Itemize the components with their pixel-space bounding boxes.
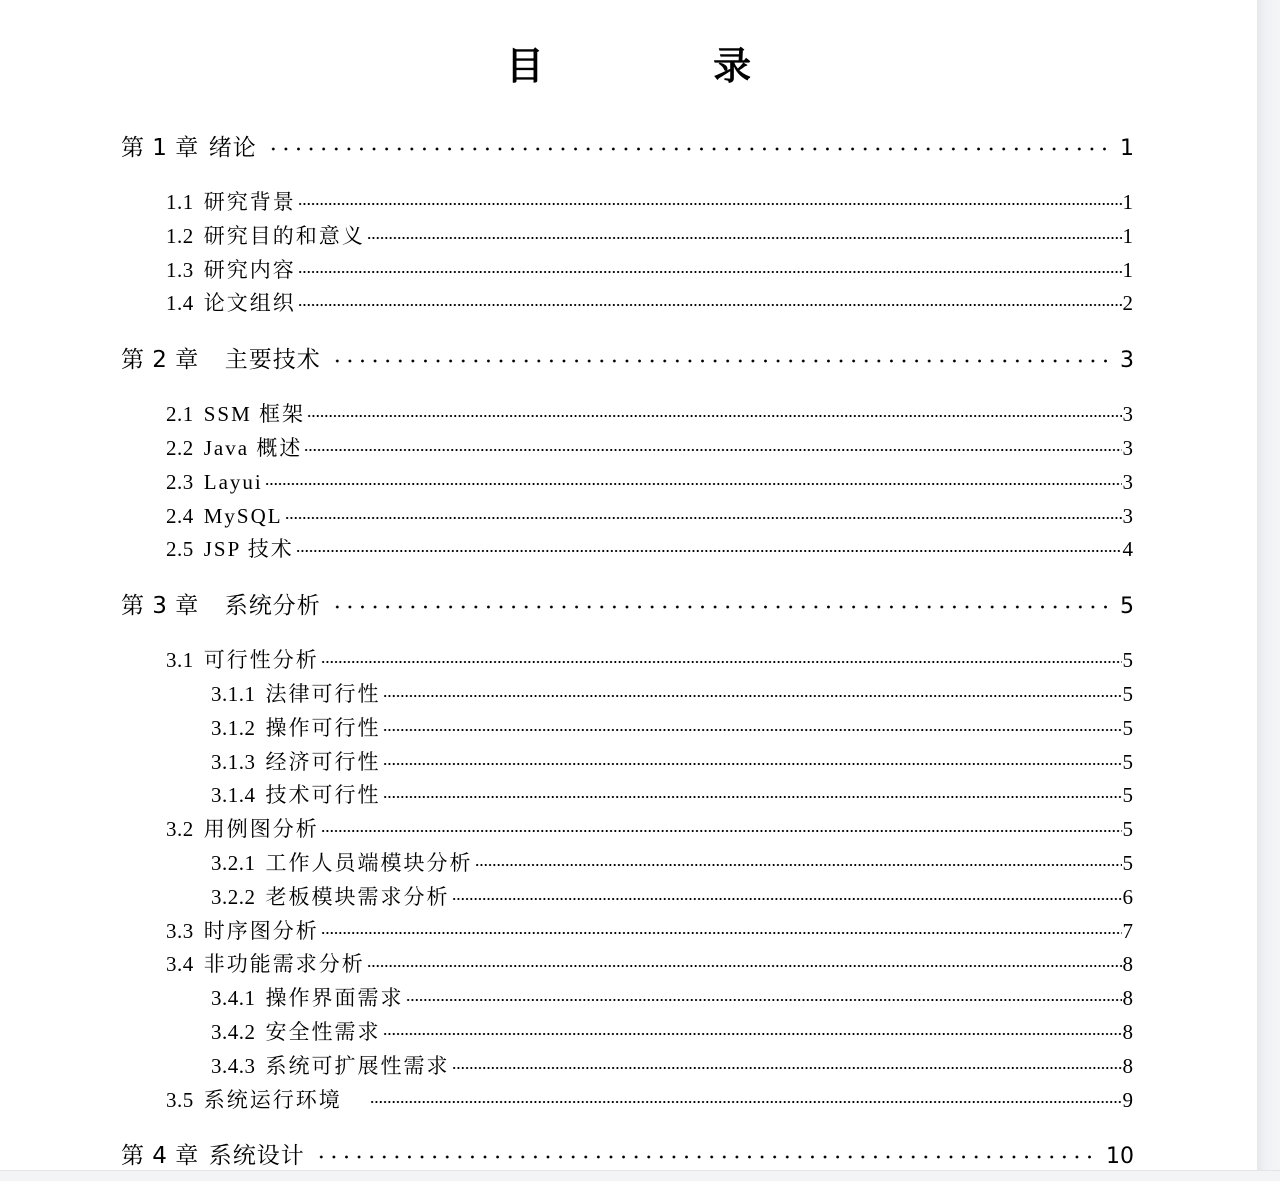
dot-leader bbox=[304, 434, 1121, 455]
toc-entry-page-number: 5 bbox=[1120, 594, 1134, 619]
toc-entry-label bbox=[211, 748, 381, 776]
toc-entry-label bbox=[166, 222, 365, 250]
toc-entry-label bbox=[211, 883, 450, 911]
toc-entry-title: 可行性分析 bbox=[203, 648, 319, 672]
dot-leader bbox=[298, 188, 1122, 209]
toc-entry-title: 系统分析 bbox=[224, 593, 321, 619]
toc-entry-number: 3.4 bbox=[166, 952, 194, 976]
toc-entry-title: 经济可行性 bbox=[265, 750, 381, 774]
toc-section-entry[interactable] bbox=[166, 222, 1133, 250]
toc-entry-number: 3.2.2 bbox=[211, 885, 256, 909]
toc-entry-page-number: 4 bbox=[1122, 537, 1133, 561]
toc-entry-number: 2.3 bbox=[166, 470, 194, 494]
toc-entry-page-number: 7 bbox=[1122, 919, 1133, 943]
dot-leader bbox=[452, 1052, 1122, 1073]
toc-entry-label bbox=[166, 646, 319, 674]
toc-entry-title: 系统运行环境 bbox=[203, 1088, 342, 1112]
toc-subsection-entry[interactable] bbox=[211, 781, 1133, 809]
toc-entry-number: 3.3 bbox=[166, 919, 194, 943]
toc-section-entry[interactable] bbox=[166, 950, 1133, 978]
toc-section-entry[interactable] bbox=[166, 188, 1133, 216]
toc-subsection-entry[interactable] bbox=[211, 984, 1133, 1012]
toc-entry-label bbox=[166, 502, 283, 530]
toc-entry-page-number: 3 bbox=[1122, 436, 1133, 460]
toc-section-entry[interactable] bbox=[166, 535, 1133, 563]
toc-entry-page-number: 9 bbox=[1122, 1088, 1133, 1112]
toc-entry-page-number: 5 bbox=[1122, 783, 1133, 807]
toc-entry-label bbox=[211, 680, 381, 708]
toc-section-entry[interactable] bbox=[166, 434, 1133, 462]
dot-leader bbox=[313, 1140, 1100, 1163]
toc-entry-number: 3.4.2 bbox=[211, 1020, 256, 1044]
toc-entry-number: 3.1.2 bbox=[211, 716, 256, 740]
toc-subsection-entry[interactable] bbox=[211, 1052, 1133, 1080]
toc-entry-page-number: 6 bbox=[1122, 885, 1133, 909]
toc-chapter-entry[interactable] bbox=[121, 1140, 1134, 1170]
toc-section-entry[interactable] bbox=[166, 468, 1133, 496]
toc-entry-title: 法律可行性 bbox=[265, 682, 381, 706]
toc-entry-number: 3.5 bbox=[166, 1088, 194, 1112]
toc-entry-label bbox=[166, 400, 305, 428]
toc-entry-title: 老板模块需求分析 bbox=[265, 885, 450, 909]
dot-leader bbox=[265, 132, 1114, 155]
toc-section-entry[interactable] bbox=[166, 400, 1133, 428]
toc-entry-title: 用例图分析 bbox=[203, 817, 319, 841]
toc-entry-label bbox=[166, 1086, 342, 1114]
toc-entry-title: JSP 技术 bbox=[203, 537, 294, 561]
horizontal-scrollbar[interactable] bbox=[0, 1170, 1280, 1181]
toc-entry-page-number: 3 bbox=[1122, 504, 1133, 528]
toc-entry-number: 2.1 bbox=[166, 402, 194, 426]
dot-leader bbox=[367, 222, 1122, 243]
toc-entry-title: 技术可行性 bbox=[265, 783, 381, 807]
dot-leader bbox=[383, 1018, 1122, 1039]
toc-entry-label bbox=[166, 535, 294, 563]
toc-entry-page-number: 5 bbox=[1122, 648, 1133, 672]
toc-entry-page-number: 1 bbox=[1120, 136, 1134, 161]
toc-section-entry[interactable] bbox=[166, 256, 1133, 284]
dot-leader bbox=[367, 950, 1122, 971]
dot-leader bbox=[321, 917, 1122, 938]
toc-entry-page-number: 3 bbox=[1122, 402, 1133, 426]
toc-entry-title: 工作人员端模块分析 bbox=[265, 851, 473, 875]
toc-entry-number: 3.2 bbox=[166, 817, 194, 841]
toc-entry-label bbox=[211, 781, 381, 809]
toc-entry-page-number: 5 bbox=[1122, 851, 1133, 875]
toc-section-entry[interactable] bbox=[166, 646, 1133, 674]
toc-subsection-entry[interactable] bbox=[211, 883, 1133, 911]
toc-entry-label bbox=[121, 133, 257, 163]
toc-entry-page-number: 1 bbox=[1122, 224, 1133, 248]
toc-entry-page-number: 10 bbox=[1106, 1144, 1134, 1169]
toc-entry-label bbox=[166, 468, 263, 496]
dot-leader bbox=[383, 680, 1122, 701]
toc-entry-page-number: 8 bbox=[1122, 986, 1133, 1010]
toc-entry-page-number: 3 bbox=[1120, 348, 1134, 373]
toc-entry-label bbox=[211, 984, 404, 1012]
toc-entry-title: Java 概述 bbox=[203, 436, 303, 460]
toc-entry-title: 绪论 bbox=[208, 135, 257, 161]
dot-leader bbox=[296, 535, 1122, 556]
toc-chapter-entry[interactable] bbox=[121, 344, 1134, 376]
toc-entry-page-number: 1 bbox=[1122, 190, 1133, 214]
toc-entry-number: 3.2.1 bbox=[211, 851, 256, 875]
toc-entry-page-number: 5 bbox=[1122, 716, 1133, 740]
dot-leader bbox=[383, 748, 1122, 769]
toc-subsection-entry[interactable] bbox=[211, 714, 1133, 742]
dot-leader bbox=[329, 590, 1114, 613]
toc-entry-page-number: 5 bbox=[1122, 817, 1133, 841]
dot-leader bbox=[383, 781, 1122, 802]
toc-subsection-entry[interactable] bbox=[211, 1018, 1133, 1046]
dot-leader bbox=[298, 289, 1122, 310]
toc-entry-title: 研究内容 bbox=[203, 258, 296, 282]
toc-entry-title: 论文组织 bbox=[203, 291, 296, 315]
toc-entry-page-number: 1 bbox=[1122, 258, 1133, 282]
toc-entry-title: 安全性需求 bbox=[265, 1020, 381, 1044]
toc-entry-label bbox=[121, 1141, 305, 1170]
toc-entry-page-number: 5 bbox=[1122, 682, 1133, 706]
toc-entry-number: 第 1 章 bbox=[121, 135, 199, 161]
toc-entry-page-number: 8 bbox=[1122, 1054, 1133, 1078]
toc-entry-page-number: 8 bbox=[1122, 1020, 1133, 1044]
toc-entry-title: 非功能需求分析 bbox=[203, 952, 365, 976]
dot-leader bbox=[285, 502, 1122, 523]
toc-entry-title: Layui bbox=[203, 470, 263, 494]
toc-section-entry[interactable] bbox=[166, 1086, 1133, 1114]
dot-leader bbox=[307, 400, 1121, 421]
toc-entry-title: MySQL bbox=[203, 504, 283, 528]
toc-entry-title: 操作界面需求 bbox=[265, 986, 404, 1010]
toc-chapter-entry[interactable] bbox=[121, 132, 1134, 164]
toc-entry-page-number: 2 bbox=[1122, 291, 1133, 315]
toc-entry-label bbox=[166, 256, 296, 284]
toc-entry-label bbox=[166, 950, 365, 978]
toc-entry-label bbox=[211, 849, 473, 877]
dot-leader bbox=[321, 646, 1122, 667]
toc-subsection-entry[interactable] bbox=[211, 748, 1133, 776]
dot-leader bbox=[475, 849, 1122, 870]
toc-entry-number: 第 3 章 bbox=[121, 593, 199, 619]
toc-entry-title: 主要技术 bbox=[224, 347, 321, 373]
toc-section-entry[interactable] bbox=[166, 917, 1133, 945]
dot-leader bbox=[329, 344, 1114, 367]
vertical-scrollbar[interactable] bbox=[1257, 0, 1280, 1170]
toc-entry-title: 系统可扩展性需求 bbox=[265, 1054, 450, 1078]
toc-entry-title: SSM 框架 bbox=[203, 402, 306, 426]
toc-entry-page-number: 5 bbox=[1122, 750, 1133, 774]
dot-leader bbox=[298, 256, 1122, 277]
toc-entry-number: 第 2 章 bbox=[121, 347, 199, 373]
dot-leader bbox=[370, 1086, 1122, 1107]
dot-leader bbox=[383, 714, 1122, 735]
toc-entry-number: 1.1 bbox=[166, 190, 194, 214]
toc-section-entry[interactable] bbox=[166, 289, 1133, 317]
toc-entry-title: 时序图分析 bbox=[203, 919, 319, 943]
toc-entry-number: 1.3 bbox=[166, 258, 194, 282]
toc-subsection-entry[interactable] bbox=[211, 849, 1133, 877]
toc-entry-number: 3.1 bbox=[166, 648, 194, 672]
toc-entry-number: 3.4.3 bbox=[211, 1054, 256, 1078]
toc-entry-number: 2.4 bbox=[166, 504, 194, 528]
dot-leader bbox=[452, 883, 1122, 904]
toc-subsection-entry[interactable] bbox=[211, 680, 1133, 708]
toc-entry-page-number: 3 bbox=[1122, 470, 1133, 494]
toc-entry-number: 1.4 bbox=[166, 291, 194, 315]
toc-title: 目 录 bbox=[505, 44, 830, 88]
toc-entry-number: 3.1.1 bbox=[211, 682, 256, 706]
toc-entry-label bbox=[166, 289, 296, 317]
toc-entry-title: 操作可行性 bbox=[265, 716, 381, 740]
toc-entry-number: 3.4.1 bbox=[211, 986, 256, 1010]
toc-entry-label bbox=[166, 188, 296, 216]
toc-section-entry[interactable] bbox=[166, 815, 1133, 843]
toc-entry-number: 2.2 bbox=[166, 436, 194, 460]
toc-entry-number: 3.1.4 bbox=[211, 783, 256, 807]
toc-entry-label bbox=[211, 1018, 381, 1046]
dot-leader bbox=[406, 984, 1122, 1005]
dot-leader bbox=[321, 815, 1122, 836]
toc-entry-title: 研究目的和意义 bbox=[203, 224, 365, 248]
toc-entry-number: 第 4 章 bbox=[121, 1143, 199, 1169]
toc-entry-label bbox=[211, 714, 381, 742]
toc-entry-title: 系统设计 bbox=[208, 1143, 305, 1169]
toc-chapter-entry[interactable] bbox=[121, 590, 1134, 622]
toc-section-entry[interactable] bbox=[166, 502, 1133, 530]
dot-leader bbox=[265, 468, 1122, 489]
toc-entry-page-number: 8 bbox=[1122, 952, 1133, 976]
toc-entry-label bbox=[121, 345, 321, 375]
toc-entry-label bbox=[166, 815, 319, 843]
toc-entry-number: 2.5 bbox=[166, 537, 194, 561]
toc-entry-number: 3.1.3 bbox=[211, 750, 256, 774]
toc-entry-title: 研究背景 bbox=[203, 190, 296, 214]
toc-entry-label bbox=[166, 434, 302, 462]
toc-entry-label bbox=[166, 917, 319, 945]
toc-entry-label bbox=[121, 591, 321, 621]
toc-entry-label bbox=[211, 1052, 450, 1080]
toc-entry-number: 1.2 bbox=[166, 224, 194, 248]
